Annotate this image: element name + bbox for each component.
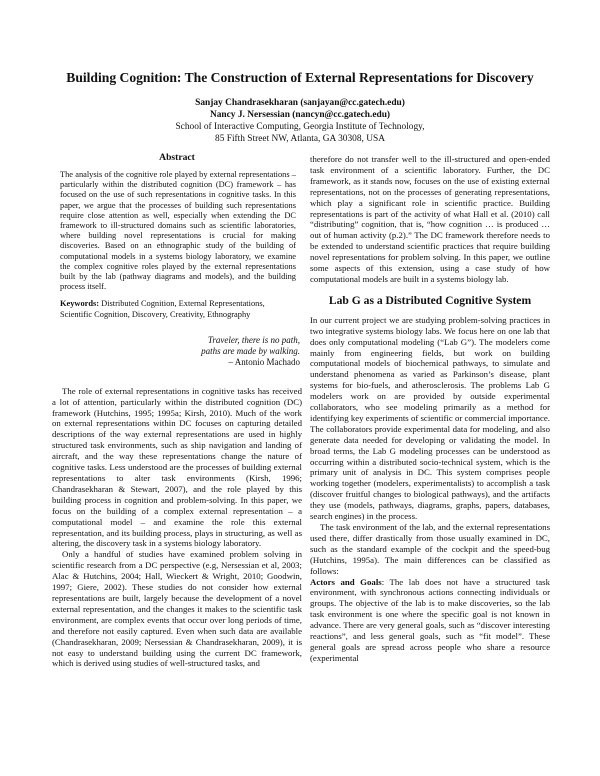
body-paragraph: The task environment of the lab, and the external representations used there, differ drastically from those usually examined in DC, such as the standard example of the cockpit and the speed-bug (Hutchins, 1995a). The main differences can be classified as follows: [310,522,550,576]
address: 85 Fifth Street NW, Atlanta, GA 30308, USA [215,134,385,144]
runin-heading: Actors and Goals [310,576,382,587]
body-paragraph [310,577,550,664]
right-column [310,154,550,664]
affiliation: School of Interactive Computing, Georgia Institute of Technology, [175,122,425,132]
body-paragraph: In our current project we are studying problem-solving practices in two integrative systems biology labs. We focus here on one lab that does only computational modeling (“Lab G”). The modelers come mainly from engineering fields, but work on building computational models of biochemical pathways, to simulate and understand phenomena as varied as Parkinson’s disease, plant systems for bio-fuels, and atherosclerosis. The problems Lab G modelers work on are provided by outside experimental collaborators, who see modeling primarily as a method for identifying key experiments of scientific or commercial importance. The collaborators provide experimental data for modeling, and also generate data needed for developing or validating the model. In broad terms, the Lab G modeling processes can be understood as occurring within a distributed socio-technical system, which is the primary unit of analysis in DC. This system comprises people working together (modelers, experimentalists) to accomplish a task (discover fruitful changes to biological pathways), and the artifacts they use (models, pathways, diagrams, graphs, papers, databases, search engines) in the process. [310,314,550,522]
section-heading: Lab G as a Distributed Cognitive System [328,293,532,307]
epigraph-line-1: Traveler, there is no path, [207,334,300,345]
author-2: Nancy J. Nersessian (nancyn@cc.gatech.edu) [209,110,391,120]
epigraph [52,335,300,368]
keywords [60,299,296,319]
keywords-label: Keywords: [60,299,100,309]
abstract-heading: Abstract [159,152,195,163]
epigraph-attribution: – Antonio Machado [228,356,300,367]
abstract-text: The analysis of the cognitive role played by external representations – particularly within the distributed cognition (DC) framework – has focused on the use of such representations in cognitive tasks. In this paper, we argue that the processes of building such representations require close attention as well, especially when extending the DC framework to ill-structured domains such as scientific laboratories, where building novel representations is crucial for making discoveries. Based on an ethnographic study of the building of computational models in a systems biology laboratory, we examine the complex cognitive roles played by the external representations built by the lab (pathway diagrams and models), and the building process itself. [60,169,296,292]
body-paragraph: The role of external representations in cognitive tasks has received a lot of attention, particularly within the distributed cognition (DC) framework (Hutchins, 1995; 1995a; Kirsh, 2010). Much of the work on external representations within DC focuses on capturing detailed descriptions of the way external representations are used in highly structured task environments, such as ship navigation and landing of aircraft, and the way these representations change the nature of cognitive tasks. Less understood are the processes of building external representations to alter task environments (Kirsh, 1996; Chandrasekharan & Stewart, 2007), and the role played by this building process in cognition and problem-solving. In this paper, we focus on the building of a complex external representation – a computational model – and examine the role this external representation, and its building process, plays in structuring, as well as altering, the discovery task in a systems biology laboratory. [52,385,302,549]
paper-title: Building Cognition: The Construction of External Representations for Discovery [66,70,534,85]
left-column [52,153,302,669]
epigraph-line-2: paths are made by walking. [201,345,300,356]
keywords-text: Distributed Cognition, External Representations, Scientific Cognition, Discovery, Creativity, Ethnography [60,299,265,319]
author-1: Sanjay Chandrasekharan (sanjayan@cc.gatech.edu) [195,98,405,108]
body-paragraph-continued: therefore do not transfer well to the ill-structured and open-ended task environment of a scientific laboratory. Further, the DC framework, as it stands now, focuses on the use of existing external representations, not on the processes of generating representations, which play a significant role in scientific practice. Building representations is part of the activity of what Hall et al. (2010) call “distributing” cognition, that is, “how cognition … is produced … out of human activity (p.2).” The DC framework therefore needs to be extended to understand scientific practices that require building novel representations for problem solving. In this paper, we outline some aspects of this extension, using a case study of how computational models are built in a systems biology lab. [310,154,550,284]
body-paragraph: Only a handful of studies have examined problem solving in scientific research from a DC perspective (e.g, Nersessian et al, 2003; Alac & Hutchins, 2004; Hall, Wieckert & Wright, 2010; Goodwin, 1997; Giere, 2002). These studies do not consider how external representations are built, largely because the development of a novel external representation, and the changes it makes to the scientific task environment, are complex events that occur over long periods of time, and therefore not easily captured. Even when such data are available (Chandrasekharan, 2009; Nersessian & Chandrasekharan, 2009), it is not easy to understand building using the current DC framework, which is derived using studies of well-structured tasks, and [52,549,302,669]
runin-text: : The lab does not have a structured task environment, with synchronous actions connecting individuals or groups. The objective of the lab is to make discoveries, so the lab task environment is one where the specific goal is not known in advance. There are very general goals, such as “discover interesting reactions”, and less general goals, such as “fit model”. These general goals are spread across people who share a resource (experimental [310,576,550,663]
author-block [40,97,560,145]
